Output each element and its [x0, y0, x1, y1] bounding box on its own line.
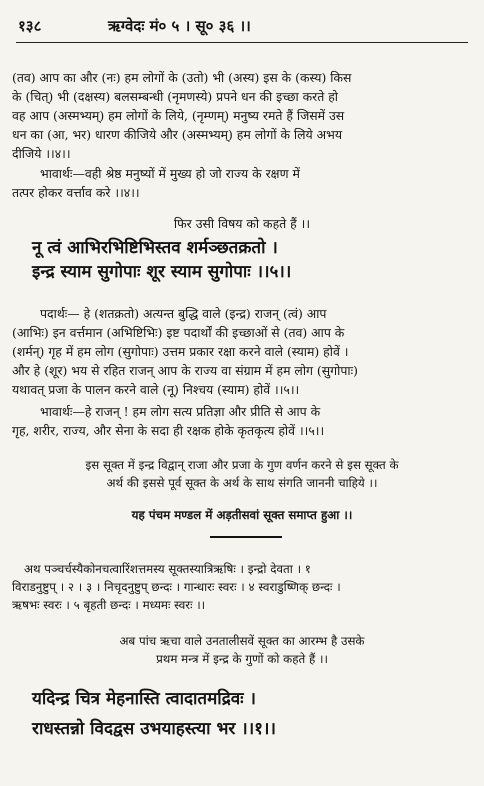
text-line: दीजिये ।।४।। — [12, 146, 71, 161]
text-line: ऋषभः स्वरः । ५ बृहती छन्दः । मध्यमः स्वरः ।। — [12, 598, 206, 612]
header-rule — [16, 42, 468, 43]
text-line: भावार्थः—वही श्रेष्ठ मनुष्यों में मुख्य हो जो राज्य के रक्षण में — [40, 166, 300, 181]
bhavarth-5 — [12, 402, 472, 440]
text-line: के (चित्) भी (दक्षस्य) बलसम्बन्धी (नृमणस्ये) प्रपने धन की इच्छा करते हो — [12, 89, 339, 104]
text-line: विराडनुष्टुप् । २ । ३ । निचृदनुष्टुप् छन्दः । गान्धारः स्वरः । ४ स्वराडुष्णिक् छन्दः । — [12, 580, 341, 594]
sukta-closing — [12, 506, 472, 524]
mantra-5 — [32, 236, 472, 284]
text-line: (आभिः) इन वर्त्तमान (अभिष्टिभिः) इष्ट पदार्थों की इच्छाओं से (तव) आप के — [12, 325, 345, 340]
text-line: भावार्थः—हे राजन् ! हम लोग सत्य प्रतिज्ञा और प्रीति से आप के — [40, 404, 321, 419]
text-line: गृह, शरीर, राज्य, और सेना के सदा ही रक्षक होके कृतकृत्य होवें ।।५।। — [12, 423, 325, 438]
text-line: प्रथम मन्त्र में इन्द्र के गुणों को कहते हैं ।। — [156, 652, 328, 666]
text-line: इस सूक्त में इन्द्र विद्वान् राजा और प्रजा के गुण वर्णन करने से इस सूक्त के — [85, 458, 399, 472]
anukramani — [12, 560, 472, 614]
text-line: तत्पर होकर वर्त्ताव करे ।।४।। — [12, 185, 140, 200]
intro-text: फिर उसी विषय को कहते हैं ।। — [173, 216, 311, 231]
text-line: अथ पञ्चर्चस्यैकोनचत्वारिंशत्तमस्य सूक्तस्यात्रिऋषिः । इन्द्रो देवता । १ — [24, 562, 311, 576]
mantra-39-1 — [32, 684, 472, 744]
text-line: अर्थ की इससे पूर्व सूक्त के अर्थ के साथ संगति जाननी चाहिये ।। — [106, 476, 378, 490]
running-title: ऋग्वेदः मं० ५ । सू० ३६ ।। — [108, 17, 251, 35]
text-line: वह आप (अस्मभ्यम्) हम लोगों के लिये, (नृम्णम्) मनुष्य रमते हैं जिसमें उस — [12, 108, 345, 123]
section-divider — [210, 536, 282, 538]
intro-heading-sukta-39 — [12, 632, 472, 668]
text-line: अब पांच ऋचा वाले उनतालीसवें सूक्त का आरम्भ है उसके — [119, 634, 365, 648]
text-line: (तव) आप का और (नः) हम लोगों के (उतो) भी (अस्य) इस के (कस्य) किस — [12, 70, 352, 85]
text-line: और हे (शूर) भय से रहित राजन् आप के राज्य वा संग्राम में हम लोग (सुगोपाः) — [12, 363, 358, 378]
page-number: १३८ — [18, 17, 42, 35]
padarth-5 — [12, 304, 472, 399]
intro-heading-5 — [12, 214, 472, 233]
mantra-line: राधस्तन्नो विदद्वस उभयाहस्त्या भर ।।१।। — [32, 719, 276, 739]
mantra-line: इन्द्र स्याम सुगोपाः शूर स्याम सुगोपाः ।।५।। — [32, 262, 292, 282]
padarth-commentary-4 — [12, 68, 472, 163]
text-line: (शर्मन्) गृह में हम लोग (सुगोपाः) उत्तम प्रकार रक्षा करने वाले (स्याम) होवें । — [12, 344, 349, 359]
mantra-line: यदिन्द्र चित्र मेहनास्ति त्वादातमद्रिवः । — [32, 689, 256, 709]
text-line: पदार्थः— हे (शतक्रतो) अत्यन्त बुद्धि वाले (इन्द्र) राजन् (त्वं) आप — [40, 306, 327, 321]
bhavarth-4 — [12, 164, 472, 202]
text-line: यथावत् प्रजा के पालन करने वाले (नू) निश्चय (स्याम) होवें ।।५।। — [12, 382, 300, 397]
sukta-summary — [12, 456, 472, 492]
page-header — [18, 14, 466, 40]
closing-text: यह पंचम मण्डल में अड़तीसवां सूक्त समाप्त हुआ ।। — [131, 508, 353, 522]
mantra-line: नू त्वं आभिरभिष्टिभिस्तव शर्मञ्छतक्रतो । — [32, 238, 278, 258]
text-line: धन का (आ, भर) धारण कीजिये और (अस्मभ्यम्) हम लोगों के लिये अभय — [12, 127, 343, 142]
